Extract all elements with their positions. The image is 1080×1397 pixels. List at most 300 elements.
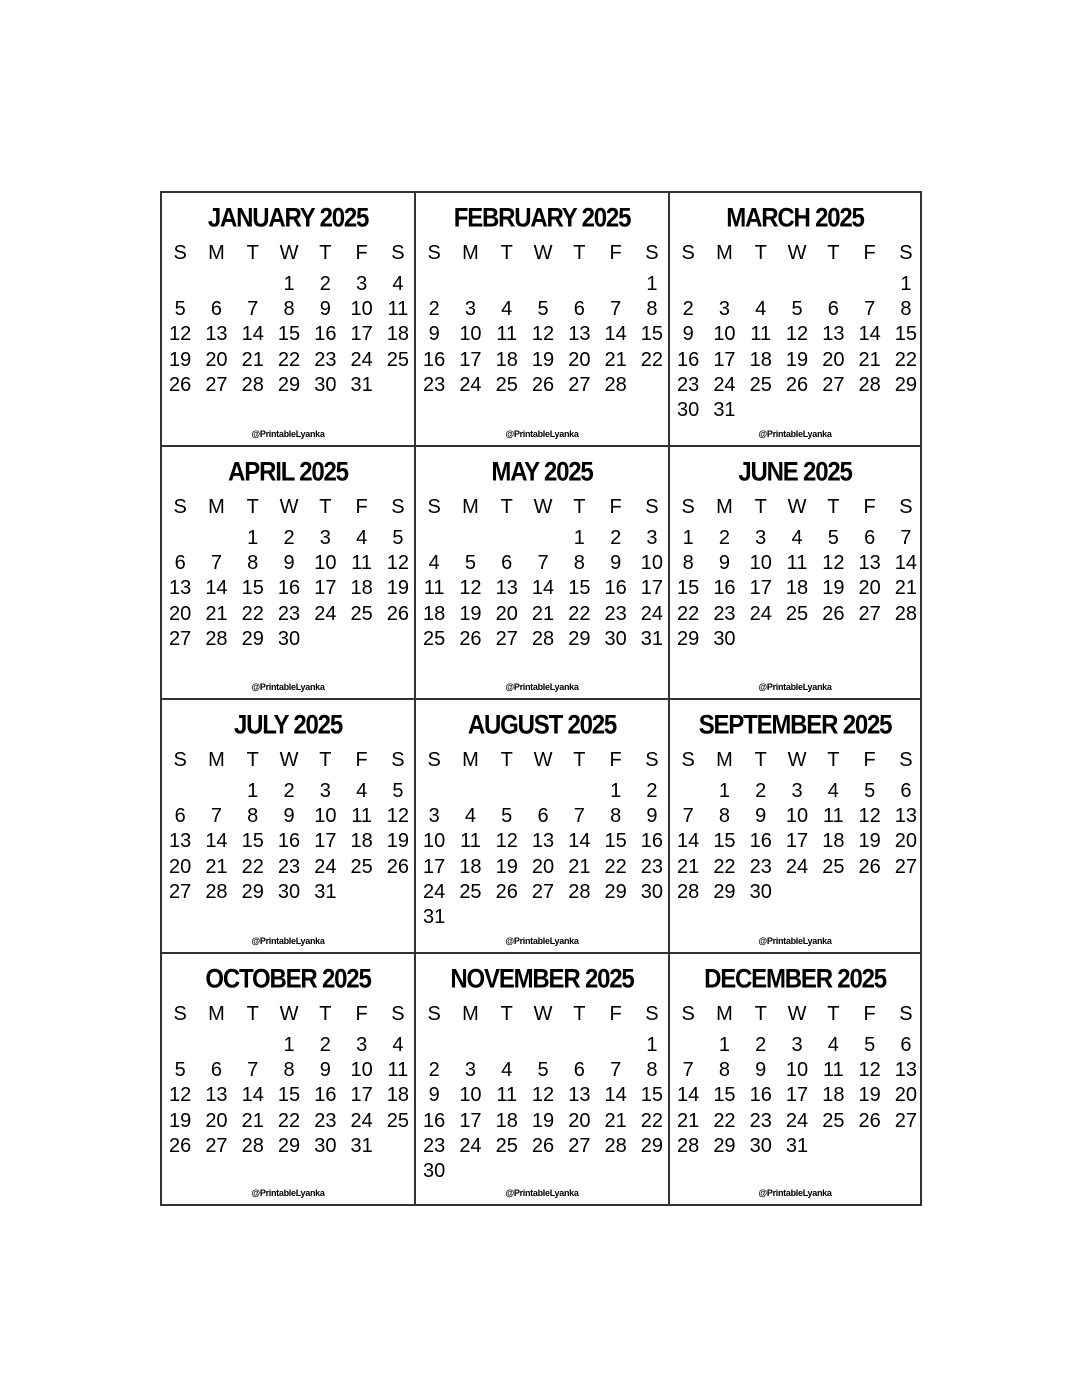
day-grid [416, 494, 668, 652]
date-cell: 30 [604, 627, 627, 650]
date-cell: 16 [423, 1109, 446, 1132]
date-cell: 2 [319, 1034, 331, 1056]
date-cell: 8 [900, 298, 912, 321]
date-cell: 15 [241, 577, 264, 600]
date-cell: 18 [386, 1084, 410, 1107]
weekday-header: F [863, 496, 876, 518]
date-cell: 5 [827, 527, 839, 549]
date-cell: 27 [169, 880, 192, 903]
date-cell: 29 [677, 627, 700, 650]
month-panel [414, 445, 668, 698]
date-cell: 10 [713, 323, 736, 346]
empty-day [162, 526, 198, 551]
month-panel [160, 698, 414, 952]
date-cell: 9 [755, 1059, 767, 1082]
date-cell: 15 [277, 323, 301, 346]
date-cell: 2 [718, 527, 730, 549]
date-cell: 10 [785, 1059, 809, 1082]
date-cell: 5 [392, 780, 404, 802]
date-cell: 13 [495, 577, 518, 600]
weekday-header: M [716, 496, 733, 518]
date-cell: 5 [464, 552, 476, 575]
date-cell: 23 [749, 855, 772, 878]
date-cell: 14 [858, 323, 881, 346]
weekday-header: W [533, 242, 553, 264]
weekday-header: T [246, 749, 259, 771]
empty-day [525, 779, 561, 804]
date-cell: 7 [247, 1059, 259, 1082]
date-cell: 3 [464, 1059, 476, 1082]
date-cell: 11 [786, 552, 808, 575]
weekday-header: F [609, 496, 622, 518]
empty-day [162, 1033, 198, 1058]
date-cell: 23 [277, 855, 301, 878]
date-cell: 21 [205, 855, 228, 878]
date-cell: 4 [428, 552, 440, 575]
weekday-header: T [827, 242, 840, 264]
empty-day [198, 272, 234, 297]
date-cell: 7 [610, 298, 622, 321]
credit-watermark: @PrintableLyanka [505, 1188, 579, 1198]
date-cell: 17 [314, 577, 337, 600]
credit-watermark: @PrintableLyanka [251, 429, 325, 439]
date-cell: 11 [822, 1059, 844, 1082]
day-grid [416, 747, 668, 930]
month-title: FEBRUARY 2025 [453, 203, 631, 234]
date-cell: 3 [791, 1034, 803, 1056]
empty-day [416, 526, 452, 551]
empty-day [489, 272, 525, 297]
date-cell: 26 [531, 1134, 555, 1157]
date-cell: 11 [460, 830, 481, 853]
date-cell: 30 [314, 1134, 337, 1157]
date-cell: 3 [755, 527, 767, 549]
date-cell: 14 [677, 1084, 700, 1107]
weekday-header: S [645, 1003, 659, 1025]
date-cell: 20 [205, 348, 228, 371]
weekday-header: F [355, 1003, 368, 1025]
date-cell: 28 [531, 627, 555, 650]
credit-watermark: @PrintableLyanka [505, 936, 579, 946]
date-cell: 8 [283, 1059, 295, 1082]
date-cell: 18 [495, 348, 518, 371]
date-cell: 31 [350, 1134, 373, 1157]
date-cell: 3 [319, 527, 331, 549]
weekday-header: M [208, 242, 225, 264]
weekday-header: W [533, 749, 553, 771]
date-cell: 16 [423, 348, 446, 371]
date-cell: 28 [205, 880, 228, 903]
date-cell: 9 [319, 298, 331, 321]
date-cell: 8 [646, 1059, 658, 1082]
day-grid [670, 1001, 922, 1159]
date-cell: 18 [822, 1084, 845, 1107]
credit-watermark: @PrintableLyanka [758, 936, 832, 946]
weekday-header: M [716, 1003, 733, 1025]
date-cell: 29 [713, 1134, 736, 1157]
date-cell: 23 [749, 1109, 772, 1132]
date-cell: 7 [864, 298, 876, 321]
date-cell: 16 [314, 323, 337, 346]
date-cell: 13 [858, 552, 881, 575]
weekday-header: T [319, 1003, 332, 1025]
date-cell: 13 [568, 1084, 591, 1107]
credit-watermark: @PrintableLyanka [758, 1188, 832, 1198]
date-cell: 12 [531, 323, 555, 346]
date-cell: 23 [677, 373, 700, 396]
date-cell: 20 [531, 855, 555, 878]
date-cell: 12 [495, 830, 518, 853]
date-cell: 9 [283, 552, 295, 575]
date-cell: 12 [386, 552, 410, 575]
date-cell: 10 [785, 805, 809, 828]
empty-day [561, 1033, 597, 1058]
date-cell: 27 [822, 373, 845, 396]
date-cell: 26 [858, 1109, 881, 1132]
weekday-header: S [391, 1003, 405, 1025]
date-cell: 13 [169, 577, 192, 600]
date-cell: 15 [713, 1084, 736, 1107]
weekday-header: M [462, 496, 479, 518]
credit-watermark: @PrintableLyanka [505, 682, 579, 692]
date-cell: 23 [423, 1134, 446, 1157]
date-cell: 4 [464, 805, 476, 828]
date-cell: 17 [459, 1109, 482, 1132]
month-title: MARCH 2025 [726, 203, 864, 234]
empty-day [452, 526, 488, 551]
empty-day [416, 272, 452, 297]
month-title: JULY 2025 [234, 710, 342, 741]
date-cell: 29 [241, 880, 264, 903]
day-grid [162, 747, 414, 905]
date-cell: 13 [894, 1059, 918, 1082]
date-cell: 17 [350, 323, 373, 346]
date-cell: 28 [604, 373, 627, 396]
date-cell: 28 [241, 373, 264, 396]
weekday-header: F [355, 496, 368, 518]
date-cell: 22 [640, 348, 664, 371]
date-cell: 8 [283, 298, 295, 321]
date-cell: 7 [537, 552, 549, 575]
weekday-header: T [500, 242, 513, 264]
weekday-header: S [645, 242, 659, 264]
date-cell: 3 [319, 780, 331, 802]
month-panel [160, 952, 414, 1206]
date-cell: 28 [568, 880, 591, 903]
date-cell: 21 [677, 1109, 700, 1132]
date-cell: 23 [314, 348, 337, 371]
weekday-header: M [716, 749, 733, 771]
date-cell: 14 [241, 1084, 264, 1107]
date-cell: 23 [423, 373, 446, 396]
date-cell: 17 [423, 855, 446, 878]
date-cell: 24 [459, 1134, 482, 1157]
date-cell: 18 [495, 1109, 518, 1132]
date-cell: 12 [459, 577, 482, 600]
empty-day [452, 1033, 488, 1058]
date-cell: 24 [749, 602, 772, 625]
weekday-header: T [319, 242, 332, 264]
date-cell: 16 [677, 348, 700, 371]
empty-day [561, 779, 597, 804]
month-title: JUNE 2025 [738, 457, 852, 488]
date-cell: 19 [386, 577, 410, 600]
date-cell: 5 [537, 298, 549, 321]
weekday-header: W [533, 496, 553, 518]
date-cell: 13 [894, 805, 918, 828]
weekday-header: F [609, 1003, 622, 1025]
date-cell: 3 [356, 1034, 368, 1056]
empty-day [489, 526, 525, 551]
date-cell: 27 [495, 627, 518, 650]
date-cell: 28 [604, 1134, 627, 1157]
date-cell: 17 [785, 830, 809, 853]
date-cell: 15 [241, 830, 264, 853]
date-cell: 15 [568, 577, 591, 600]
date-cell: 1 [718, 1034, 730, 1056]
date-cell: 16 [277, 577, 301, 600]
date-cell: 14 [677, 830, 700, 853]
date-cell: 20 [894, 830, 918, 853]
date-cell: 1 [283, 273, 295, 295]
date-cell: 1 [718, 780, 730, 802]
date-cell: 2 [755, 1034, 767, 1056]
date-cell: 17 [459, 348, 482, 371]
date-cell: 24 [314, 855, 337, 878]
empty-day [198, 779, 234, 804]
date-cell: 10 [459, 1084, 482, 1107]
date-cell: 4 [392, 1034, 404, 1056]
empty-day [452, 779, 488, 804]
date-cell: 9 [755, 805, 767, 828]
date-cell: 17 [749, 577, 772, 600]
date-cell: 14 [205, 577, 228, 600]
date-cell: 8 [682, 552, 694, 575]
date-cell: 29 [640, 1134, 664, 1157]
date-cell: 25 [423, 627, 446, 650]
date-cell: 15 [713, 830, 736, 853]
empty-day [162, 272, 198, 297]
date-cell: 15 [640, 323, 664, 346]
date-cell: 23 [314, 1109, 337, 1132]
date-cell: 23 [640, 855, 664, 878]
date-cell: 1 [247, 527, 259, 549]
date-cell: 10 [350, 298, 373, 321]
date-cell: 4 [392, 273, 404, 295]
date-cell: 2 [428, 1059, 440, 1082]
date-cell: 22 [713, 855, 736, 878]
weekday-header: M [462, 749, 479, 771]
date-cell: 1 [573, 527, 585, 549]
weekday-header: S [645, 496, 659, 518]
date-cell: 6 [827, 298, 839, 321]
date-cell: 4 [356, 780, 368, 802]
date-cell: 12 [531, 1084, 555, 1107]
date-cell: 17 [640, 577, 664, 600]
empty-day [198, 1033, 234, 1058]
date-cell: 7 [900, 527, 912, 549]
weekday-header: F [355, 749, 368, 771]
date-cell: 19 [459, 602, 482, 625]
date-cell: 22 [277, 1109, 301, 1132]
month-panel [414, 952, 668, 1206]
date-cell: 25 [386, 1109, 410, 1132]
date-cell: 22 [277, 348, 301, 371]
date-cell: 1 [682, 527, 694, 549]
date-cell: 11 [496, 323, 518, 346]
date-cell: 19 [169, 348, 192, 371]
day-grid [162, 240, 414, 398]
date-cell: 13 [169, 830, 192, 853]
date-cell: 16 [713, 577, 736, 600]
weekday-header: S [681, 242, 695, 264]
date-cell: 21 [205, 602, 228, 625]
date-cell: 30 [314, 373, 337, 396]
date-cell: 29 [568, 627, 591, 650]
date-cell: 13 [205, 1084, 228, 1107]
date-cell: 19 [531, 348, 555, 371]
weekday-header: T [500, 749, 513, 771]
weekday-header: S [645, 749, 659, 771]
credit-watermark: @PrintableLyanka [251, 936, 325, 946]
date-cell: 20 [858, 577, 881, 600]
date-cell: 3 [646, 527, 658, 549]
date-cell: 7 [247, 298, 259, 321]
credit-watermark: @PrintableLyanka [758, 682, 832, 692]
date-cell: 25 [350, 855, 373, 878]
date-cell: 19 [858, 1084, 881, 1107]
date-cell: 2 [319, 273, 331, 295]
date-cell: 16 [314, 1084, 337, 1107]
date-cell: 8 [610, 805, 622, 828]
day-grid [162, 1001, 414, 1159]
date-cell: 19 [785, 348, 809, 371]
date-cell: 15 [604, 830, 627, 853]
month-panel [414, 698, 668, 952]
empty-day [597, 272, 633, 297]
date-cell: 9 [319, 1059, 331, 1082]
date-cell: 20 [205, 1109, 228, 1132]
date-cell: 19 [858, 830, 881, 853]
weekday-header: S [899, 1003, 913, 1025]
empty-day [670, 272, 706, 297]
date-cell: 21 [531, 602, 555, 625]
weekday-header: T [827, 1003, 840, 1025]
weekday-header: T [827, 749, 840, 771]
date-cell: 30 [423, 1159, 446, 1182]
date-cell: 5 [537, 1059, 549, 1082]
weekday-header: T [319, 749, 332, 771]
weekday-header: S [391, 242, 405, 264]
date-cell: 7 [210, 805, 222, 828]
date-cell: 24 [713, 373, 736, 396]
date-cell: 6 [501, 552, 513, 575]
day-grid [416, 1001, 668, 1184]
date-cell: 21 [604, 348, 627, 371]
date-cell: 4 [755, 298, 767, 321]
date-cell: 5 [174, 1059, 186, 1082]
month-title: DECEMBER 2025 [704, 964, 886, 995]
date-cell: 30 [749, 1134, 772, 1157]
date-cell: 2 [428, 298, 440, 321]
date-cell: 7 [610, 1059, 622, 1082]
date-cell: 26 [459, 627, 482, 650]
date-cell: 3 [356, 273, 368, 295]
date-cell: 28 [205, 627, 228, 650]
weekday-header: S [681, 749, 695, 771]
date-cell: 2 [610, 527, 622, 549]
weekday-header: W [279, 749, 299, 771]
date-cell: 6 [900, 780, 912, 802]
date-cell: 12 [858, 1059, 881, 1082]
date-cell: 16 [749, 830, 772, 853]
empty-day [162, 779, 198, 804]
weekday-header: W [279, 496, 299, 518]
date-cell: 24 [350, 1109, 373, 1132]
weekday-header: T [573, 496, 586, 518]
date-cell: 11 [496, 1084, 518, 1107]
weekday-header: S [681, 496, 695, 518]
date-cell: 17 [314, 830, 337, 853]
weekday-header: S [681, 1003, 695, 1025]
date-cell: 27 [169, 627, 192, 650]
date-cell: 29 [241, 627, 264, 650]
date-cell: 14 [894, 552, 918, 575]
date-cell: 5 [501, 805, 513, 828]
date-cell: 25 [386, 348, 410, 371]
day-grid [670, 747, 922, 905]
date-cell: 16 [277, 830, 301, 853]
date-cell: 19 [495, 855, 518, 878]
date-cell: 22 [241, 602, 264, 625]
weekday-header: F [863, 1003, 876, 1025]
date-cell: 11 [387, 1059, 409, 1082]
date-cell: 21 [894, 577, 918, 600]
date-cell: 25 [822, 855, 845, 878]
date-cell: 11 [351, 805, 373, 828]
weekday-header: W [533, 1003, 553, 1025]
date-cell: 6 [537, 805, 549, 828]
month-title: APRIL 2025 [228, 457, 348, 488]
date-cell: 28 [677, 1134, 700, 1157]
date-cell: 26 [169, 373, 192, 396]
weekday-header: M [208, 749, 225, 771]
date-cell: 3 [464, 298, 476, 321]
date-cell: 26 [858, 855, 881, 878]
empty-day [670, 1033, 706, 1058]
date-cell: 28 [241, 1134, 264, 1157]
date-cell: 20 [169, 855, 192, 878]
date-cell: 8 [646, 298, 658, 321]
date-cell: 11 [423, 577, 445, 600]
empty-day [416, 779, 452, 804]
date-cell: 9 [610, 552, 622, 575]
day-grid [162, 494, 414, 652]
date-cell: 2 [682, 298, 694, 321]
weekday-header: T [500, 1003, 513, 1025]
date-cell: 26 [169, 1134, 192, 1157]
date-cell: 19 [531, 1109, 555, 1132]
date-cell: 21 [241, 1109, 264, 1132]
empty-day [815, 272, 851, 297]
day-grid [670, 494, 922, 652]
month-panel [160, 191, 414, 445]
date-cell: 20 [495, 602, 518, 625]
weekday-header: S [391, 749, 405, 771]
date-cell: 1 [646, 273, 658, 295]
month-panel [668, 191, 922, 445]
weekday-header: M [462, 242, 479, 264]
